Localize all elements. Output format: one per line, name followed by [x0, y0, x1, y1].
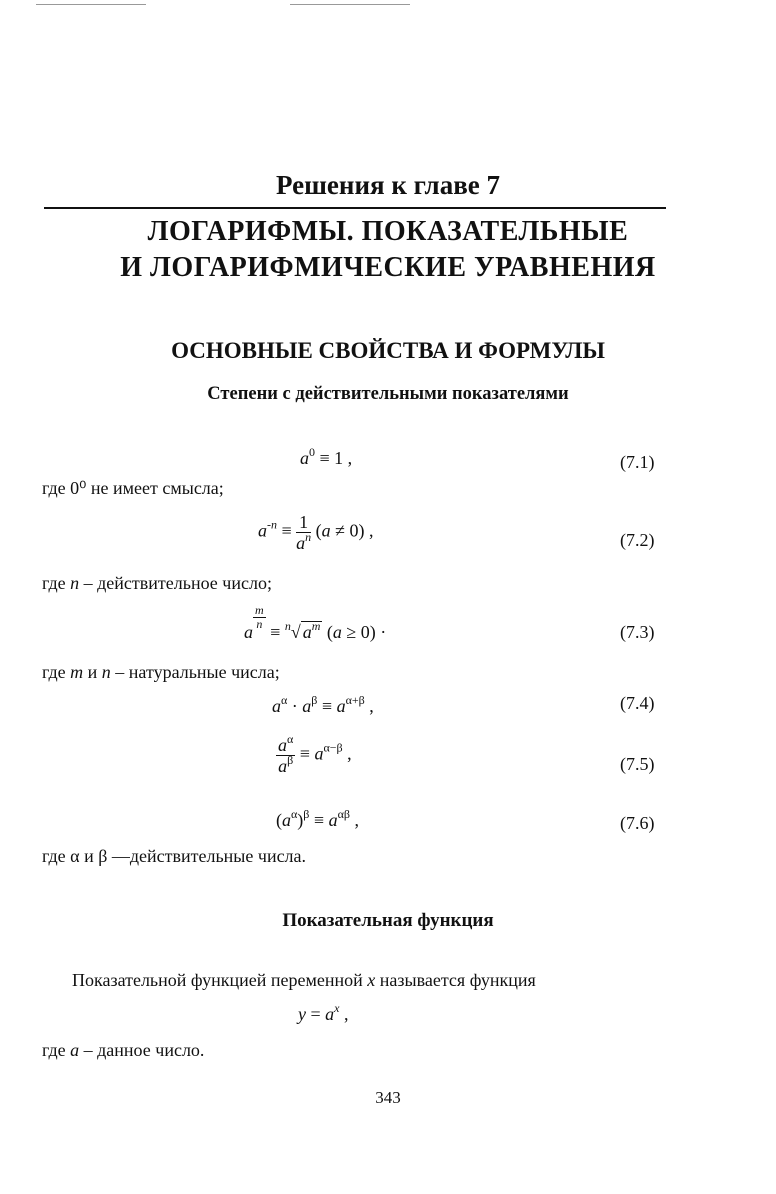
note-7-3: [42, 662, 280, 683]
radical: $a^m$: [302, 619, 321, 642]
formula-number-7-1: (7.1): [620, 452, 655, 472]
note-text: где: [42, 573, 71, 593]
formula-7-1: $a^0 \equiv 1$ ,: [300, 445, 353, 468]
note-text: – натуральные числа;: [110, 662, 280, 682]
note-text: – действительное число;: [79, 573, 272, 593]
page-number: 343: [375, 1088, 401, 1107]
formula-7-5: $\frac{a^\alpha}{a^\beta}$ ≡ $a^{\alpha-\beta}$ ,: [278, 732, 352, 776]
note-var: n: [101, 662, 111, 682]
note-text: – данное число.: [79, 1040, 205, 1060]
section-heading: ОСНОВНЫЕ СВОЙСТВА И ФОРМУЛЫ: [171, 338, 605, 363]
formula-number-7-3: (7.3): [620, 622, 655, 642]
fraction: $\frac{a^\alpha}{a^\beta}$: [278, 732, 294, 776]
top-rule-right: [290, 4, 410, 5]
note-7-2: [42, 573, 272, 594]
exponent-fraction: $\frac{m}{n}$: [255, 603, 264, 631]
chapter-heading: Решения к главе 7: [275, 170, 501, 200]
note-text: где: [42, 1040, 71, 1060]
formula-number-7-5: (7.5): [620, 754, 655, 774]
formula-number-7-4: (7.4): [620, 693, 655, 713]
note-var: a: [70, 1040, 80, 1060]
subsection-heading-exponential: Показательная функция: [282, 910, 494, 931]
note-7-6: где α и β —действительные числа.: [42, 846, 307, 866]
fraction: $\frac{1}{a^n}$: [296, 512, 312, 553]
note-text: где: [42, 662, 71, 682]
chapter-rule: [44, 207, 666, 209]
top-rule-left: [36, 4, 146, 5]
definition-paragraph: [72, 970, 536, 991]
note-var: m: [70, 662, 84, 682]
note-7-1: где 0⁰ не имеет смысла;: [42, 478, 224, 498]
formula-7-6: $(a^\alpha)^\beta \equiv a^{\alpha\beta}$ ,: [276, 807, 359, 830]
paragraph-text: называется функция: [375, 970, 536, 990]
subsection-heading-powers: Степени с действительными показателями: [207, 384, 569, 404]
formula-number-7-2: (7.2): [620, 530, 655, 550]
note-var: n: [70, 573, 80, 593]
formula-exponential-function: $y = a^x$ ,: [298, 1001, 349, 1024]
formula-7-2: $a^{-n}$ ≡ $\frac{1}{a^n}$ (a ≠ 0) ,: [258, 512, 374, 553]
title-line-2: И ЛОГАРИФМИЧЕСКИЕ УРАВНЕНИЯ: [120, 252, 656, 283]
title-line-1: ЛОГАРИФМЫ. ПОКАЗАТЕЛЬНЫЕ: [147, 216, 629, 247]
formula-number-7-6: (7.6): [620, 813, 655, 833]
paragraph-var: x: [367, 970, 376, 990]
paragraph-text: Показательной функцией переменной: [72, 970, 368, 990]
formula-7-4: $a^\alpha \cdot a^\beta \equiv a^{\alpha+\beta}$ ,: [272, 693, 374, 716]
chapter-title: [0, 214, 776, 286]
note-final: [42, 1040, 204, 1061]
formula-7-3: a $\frac{m}{n}$ ≡ $^n$√ $a^m$ (a ≥ 0) ·: [244, 603, 387, 642]
note-text: и: [83, 662, 102, 682]
